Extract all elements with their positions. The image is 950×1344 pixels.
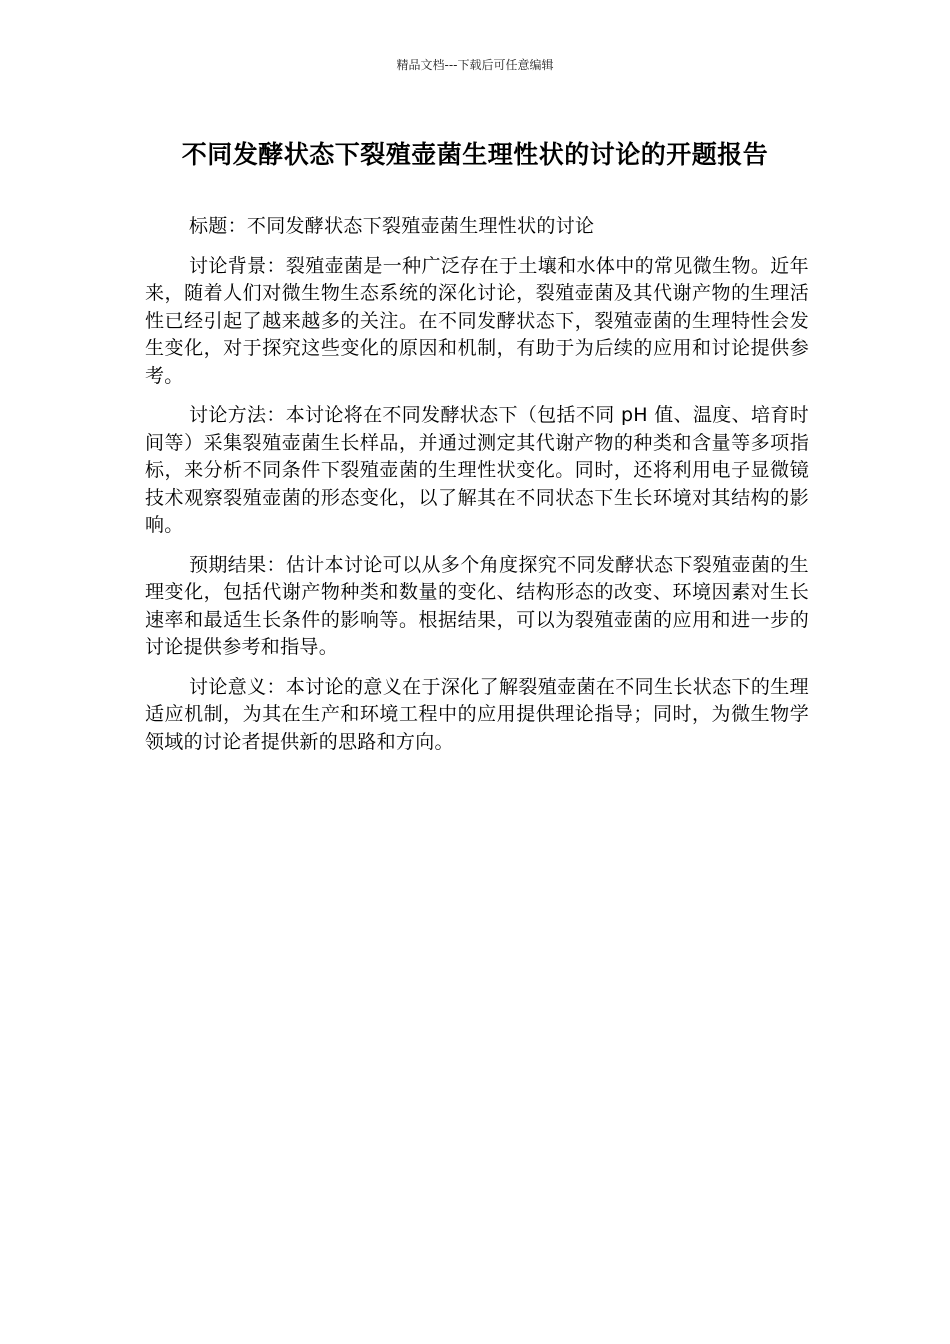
paragraph-label: 讨论方法： <box>189 404 286 426</box>
paragraph-label: 讨论意义： <box>189 675 286 698</box>
paragraph-label: 预期结果： <box>189 553 286 576</box>
paragraph-label: 讨论背景： <box>189 254 286 277</box>
paragraph-background <box>145 253 809 391</box>
paragraph-expected-results <box>145 552 809 662</box>
paragraph-text: 不同发酵状态下裂殖壶菌生理性状的讨论 <box>246 215 595 237</box>
paragraph-text: 估计本讨论可以从多个角度探究不同发酵状态下裂殖壶菌的生理变化，包括代谢产物种类和数量的变化、结构形态的改变、环境因素对生长速率和最适生长条件的影响等。根据结果，可以为裂殖壶菌的应用和进一步的讨论提供参考和指导。 <box>145 553 809 658</box>
header-note: 精品文档---下载后可任意编辑 <box>396 58 554 72</box>
paragraph-label: 标题： <box>189 215 247 237</box>
paragraph-method <box>145 402 809 540</box>
paragraph-text: 本讨论的意义在于深化了解裂殖壶菌在不同生长状态下的生理适应机制，为其在生产和环境工程中的应用提供理论指导；同时，为微生物学领域的讨论者提供新的思路和方向。 <box>145 675 809 753</box>
paragraph-title <box>145 213 809 241</box>
document-body <box>145 213 809 768</box>
paragraph-text: 裂殖壶菌是一种广泛存在于土壤和水体中的常见微生物。近年来，随着人们对微生物生态系统的深化讨论，裂殖壶菌及其代谢产物的生理活性已经引起了越来越多的关注。在不同发酵状态下，裂殖壶菌的生理特性会发生变化，对于探究这些变化的原因和机制，有助于为后续的应用和讨论提供参考。 <box>145 254 809 387</box>
document-title: 不同发酵状态下裂殖壶菌生理性状的讨论的开题报告 <box>181 140 769 169</box>
paragraph-significance <box>145 674 809 757</box>
paragraph-text: 本讨论将在不同发酵状态下（包括不同 pH 值、温度、培育时间等）采集裂殖壶菌生长样品，并通过测定其代谢产物的种类和含量等多项指标，来分析不同条件下裂殖壶菌的生理性状变化。同时，还将利用电子显微镜技术观察裂殖壶菌的形态变化，以了解其在不同状态下生长环境对其结构的影响。 <box>145 404 809 536</box>
